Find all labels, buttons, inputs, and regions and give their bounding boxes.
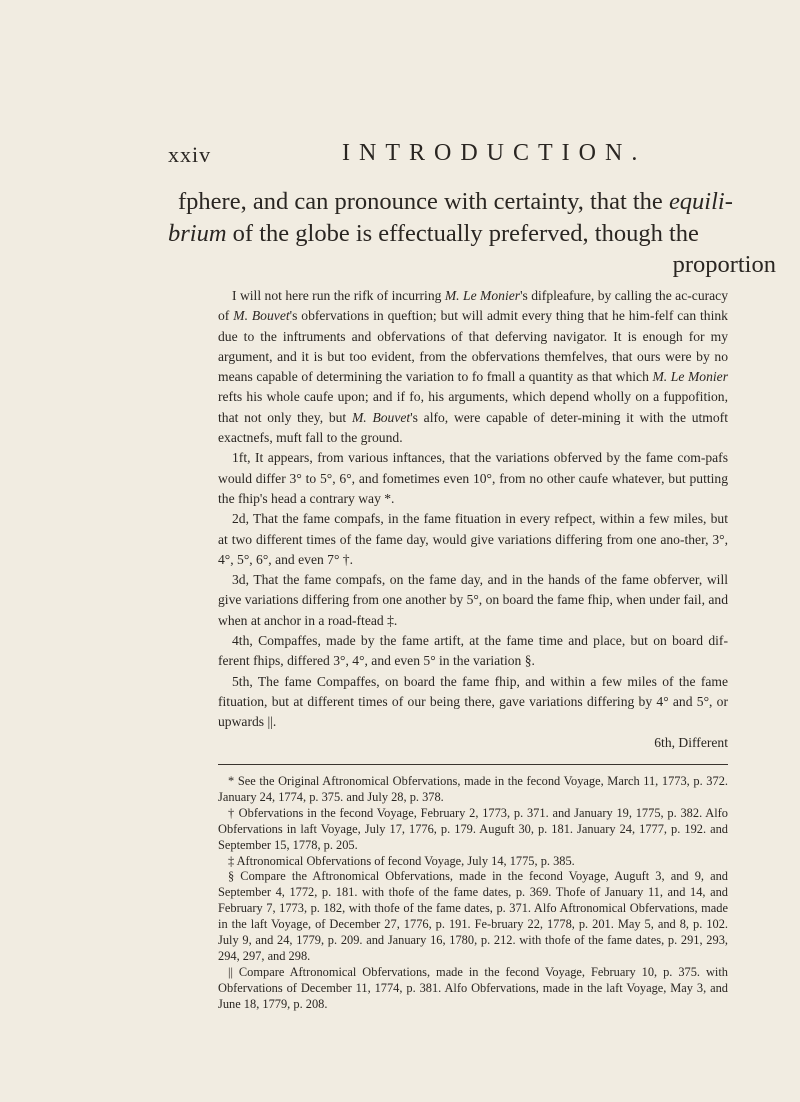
- p1-italic-2: M. Bouvet: [233, 308, 290, 324]
- body-paragraph-6: 5th, The fame Compaffes, on board the fame fhip, and within a few miles of the fame fituation, but at different times of our being there, gave variations differing by 4° and 5°, or upwards ||.: [218, 673, 728, 730]
- body-paragraph-2: 1ft, It appears, from various inftances, that the variations obferved by the fame com-pafs would differ 3° to 5°, 6°, and fometimes even 10°, from no other caufe whatever, but putting the fhip's head a contrary way *.: [218, 450, 728, 506]
- lead-line-2: [168, 218, 776, 250]
- page-number: xxiv: [168, 142, 212, 167]
- body-catchword: 6th, Different: [654, 734, 728, 750]
- footnote-3: ‡ Aftronomical Obfervations of fecond Voyage, July 14, 1775, p. 385.: [228, 853, 575, 868]
- footnote-1: * See the Original Aftronomical Obfervations, made in the fecond Voyage, March 11, 1773, p. 372. January 24, 1774, p. 375. and July 28, p. 378.: [218, 774, 728, 804]
- lead-italic-1: equili-: [668, 188, 733, 215]
- lead-text-1: fphere, and can pronounce with certainty, that the: [178, 188, 669, 215]
- running-head: INTRODUCTION.: [342, 140, 647, 166]
- lead-catchword: proportion: [672, 251, 776, 278]
- footnote-5: || Compare Aftronomical Obfervations, made in the fecond Voyage, February 10, p. 375. with Obfervations of December 11, 1774, p. 381. Alfo Obfervations, made in the laft Voyage, May 3, and June 18, 1779, p. 208.: [218, 964, 728, 1011]
- body-text: [218, 286, 728, 753]
- p1-text-e: 's alfo, were capable of deter-mining it with the utmoft exactnefs, muft fall to the ground.: [218, 409, 728, 446]
- p1-text-c: 's obfervations in queftion; but will admit every thing that he him-felf can think due to the inftruments and obfervations of that deferving navigator. It is enough for my argument, and it is but too evident, from the obfervations themfelves, that ours were by no means capable of determining the variation to fo fmall a quantity as that which: [218, 308, 728, 385]
- lead-text-2: of the globe is effectually preferved, though the: [226, 219, 699, 247]
- p1-italic-4: M. Bouvet: [351, 409, 411, 425]
- p1-text-a: I will not here run the rifk of incurring: [232, 288, 445, 303]
- footnote-rule: [218, 764, 728, 765]
- footnote-2: † Obfervations in the fecond Voyage, February 2, 1773, p. 371. and January 19, 1775, p. 382. Alfo Obfervations in laft Voyage, July 17, 1776, p. 179. Auguft 30, p. 181. January 24, 1777, p. 192. and September 15, 1778, p. 205.: [218, 805, 728, 852]
- p1-italic-1: M. Le Monier: [444, 288, 521, 303]
- p1-text-b: 's difpleafure, by calling the ac-curacy of: [218, 288, 729, 324]
- footnotes: [218, 774, 728, 1013]
- p1-italic-3: M. Le Monier: [652, 369, 728, 385]
- footnote-4: § Compare the Aftronomical Obfervations, made in the fecond Voyage, Auguft 3, and 9, and September 4, 1772, p. 181. with thofe of the fame dates, p. 369. Thofe of January 11, and 14, and February 7, 1773, p. 182, with thofe of the fame dates, p. 371. Alfo Aftronomical Obfervations, made in the laft Voyage, of December 27, 1776, p. 191. Fe-bruary 22, 1778, p. 201. May 5, and 8, p. 102. July 9, and 24, 1779, p. 209. and January 16, 1780, p. 212. with thofe of the fame dates, p. 291, 293, 294, 297, and 298.: [218, 869, 728, 963]
- p1-text-d: refts his whole caufe upon; and if fo, his arguments, which depend wholly on a fuppofition, that not only they, but: [218, 389, 728, 425]
- body-paragraph-5: 4th, Compaffes, made by the fame artift, at the fame time and place, but on board dif-ferent fhips, differed 3°, 4°, and even 5° in the variation §.: [218, 633, 728, 669]
- lead-italic-2: brium: [168, 219, 227, 247]
- lead-paragraph: [168, 186, 776, 281]
- body-paragraph-3: 2d, That the fame compafs, in the fame fituation in every refpect, within a few miles, but at two different times of the fame day, would give variations differing from one ano-ther, 3°, 4°, 5°, 6°, and even 7° †.: [218, 511, 728, 567]
- lead-line-1: [168, 186, 776, 218]
- body-paragraph-1: [218, 286, 728, 448]
- body-paragraph-4: 3d, That the fame compafs, on the fame day, and in the hands of the fame obferver, will give variations differing from one another by 5°, on board the fame fhip, when under fail, and when at anchor in a road-ftead ‡.: [218, 572, 728, 628]
